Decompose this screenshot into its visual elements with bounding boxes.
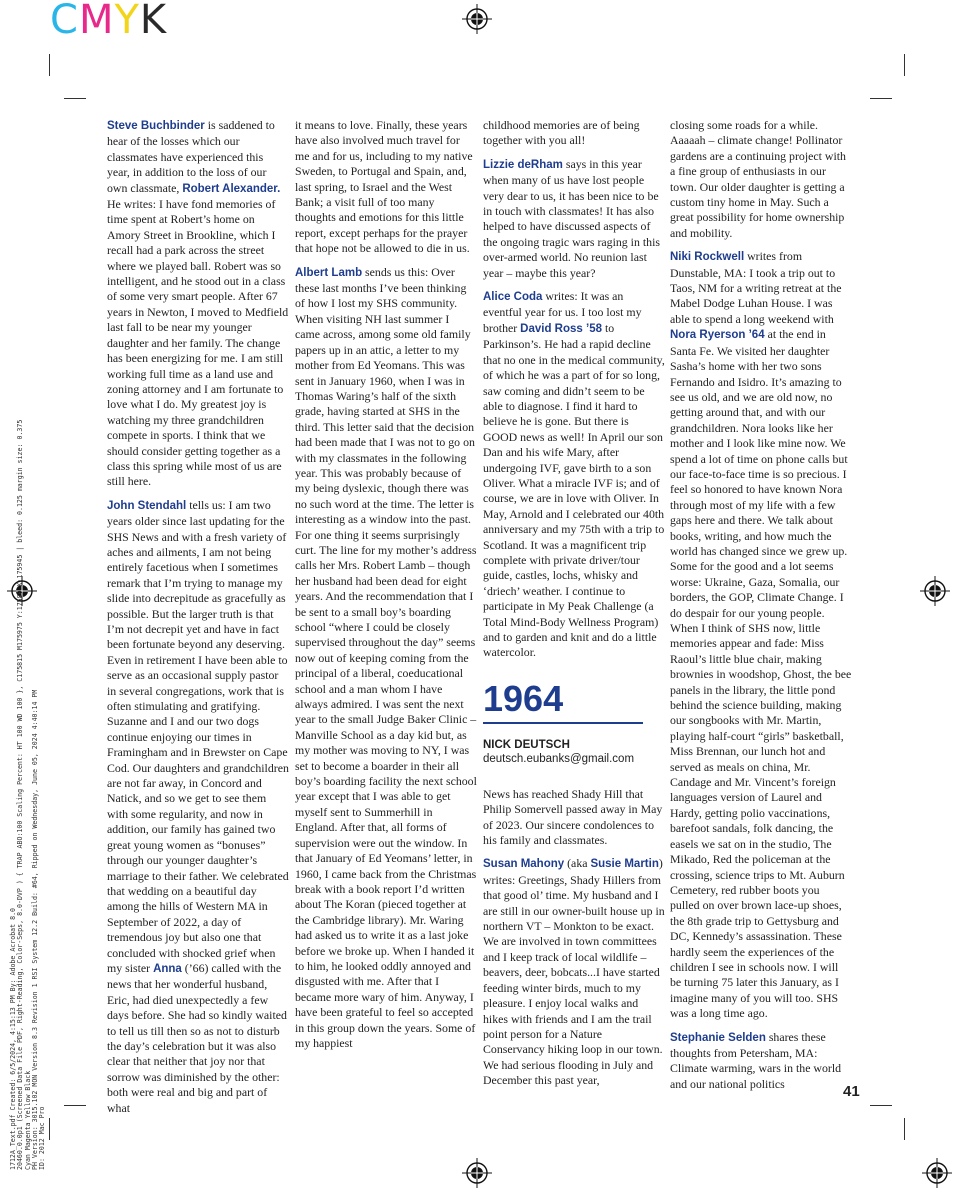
note-text: childhood memories are of being together with you all! [483, 118, 640, 148]
note-text: (’66) called with the news that her wonderful husband, Eric, had died unexpectedly a few days before. She had so kindly waited to tell us till then so as not to disturb the day’s celebration but it was also clear that neither that joy nor that sorrow was diminished by the other: both were real and big and part of what [107, 960, 287, 1115]
note-text: is saddened to hear of the losses which our classmates have experienced this year, in addition to the loss of our own classmate, [107, 118, 275, 195]
note-text: closing some roads for a while. Aaaaah – climate change! Pollinator gardens are a continuing project with a fine group of enthusiasts in our town. Our older daughter is getting a custom tiny home in May. Such a great possibility for home ownership and mobility. [670, 118, 846, 240]
slug-line: Cyan Magenta Yellow Black [23, 1070, 32, 1170]
classmate-name: Susan Mahony [483, 858, 565, 871]
note-text: tells us: I am two years older since last updating for the SHS News and with a fresh variety of aches and ailments, I am not being entirely facetious when I sometimes remark that I’m trying to manage my slide into decrepitude as gracefully as possible. But the larger truth is that I’m not decrepit yet and have in fact been fortunate beyond any deserving. Even in retirement I have been able to serve as an occasional supply pastor in several congregations, work that is often stimulating and gratifying. Suzanne and I and our two dogs continue enjoying our times in Framingham and in Brewster on Cape Cod. Our daughters and grandchildren are not far away, in Concord and Natick, and so we get to see them with some regularity, and now in addition, our family has gained two great young women as “bonuses” through our younger daughter’s marriage to their father. We celebrated that wedding on a beautiful day among the hills of Western MA in September of 2022, a day of tremendous joy but also one that concluded with shocked grief when my sister [107, 497, 289, 975]
note-text: says in this year when many of us have lost people very dear to us, it has been nice to be in touch with classmates! It has also helped to have discussed aspects of the ongoing tragic wars raging in this over-armed world. No reunion last year – maybe this year? [483, 156, 660, 280]
classmate-name: John Stendahl [107, 499, 187, 512]
crop-mark [904, 54, 905, 76]
classmate-name: Robert Alexander. [182, 182, 281, 195]
classmate-name: David Ross ’58 [520, 322, 602, 335]
class-note [483, 289, 665, 661]
crop-mark [870, 1105, 892, 1106]
class-note [483, 157, 665, 281]
crop-mark [64, 98, 86, 99]
classmate-name: Lizzie deRham [483, 158, 563, 171]
cmyk-letter-y: Y [114, 0, 140, 43]
note-text: it means to love. Finally, these years have also involved much travel for me and for us, including to my native Sweden, to Portugal and Spain, and, last spring, to Israel and the West Bank; a visit full of too many thoughts and emotions for this little report, except perhaps for the prayer that hope not be allowed to die in us. [295, 118, 473, 256]
crop-mark [904, 1118, 905, 1140]
crop-mark [49, 54, 50, 76]
text-column-4 [670, 118, 852, 1100]
slug-line: ID: 2012 Mac Pro [38, 1106, 47, 1170]
classmate-name: Steve Buchbinder [107, 120, 205, 132]
cmyk-letter-m: M [78, 0, 115, 43]
note-text: at the end in Santa Fe. We visited her daughter Sasha’s home with her two sons Fernando and Isidro. It’s amazing to see us old, and we are old now, no getting around that, and with our grandchildren. Nora looks like her mother and I look like mine now. We spend a lot of time on phone calls but our face-to-face time is so precious. I feel so honored to have known Nora through most of my life with a few gaps here and there. We talk about books, writing, and how much the world has changed since we grew up. Some for the good and a lot seems worse: Ukraine, Gaza, Somalia, our borders, the GOP, Climate Change. I do despair for our young people. When I think of SHS now, little memories appear and fade: Miss Raoul’s little blue chair, making brownies in woodshop, Ghost, the bee panels in the library, the little pond behind the science building, making our songbooks with Mr. Martin, playing half-court “girls” basketball, Miss Brennan, our lunch hot and served as meals on china, Mr. Candage and Mr. Vincent’s foreign languages version of Laurel and Hardy, getting polio vaccinations, barefoot sandals, folk dancing, the easels we sat on in the studio, The Mikado, Red the policeman at the crossing, science trips to Mt. Auburn Cemetery, red rubber boots you pulled on over brown lace-up shoes, the 8th grade trip to Gettysburg and DC, Kennedy’s assassination. These hardly seem the experiences of the children I see in schools now. I will be turning 75 later this January, as I imagine many of you will too. SHS was a long time ago. [670, 327, 852, 1021]
class-note [670, 249, 852, 1021]
class-year-heading: 1964 [483, 677, 564, 719]
class-note [295, 118, 477, 257]
note-text: ) writes: Greetings, Shady Hillers from that good ol’ time. My husband and I are still in our owner-built house up in northern VT – Monkton to be exact. We are involved in town committees and I keep track of local wildlife – beavers, deer, bobcats...I have started feeding winter birds, much to my pleasure. I enjoy local walks and hikes with friends and I am the trail point person for a Nature Conservancy hiking loop in our town. We had serious flooding in July and December this past year, [483, 856, 665, 1088]
registration-mark-icon [920, 576, 950, 606]
note-text: sends us this: Over these last months I’ve been thinking of how I lost my SHS community. When visiting NH last summer I came across, among some old family papers up in an attic, a letter to my mother from Ed Yeomans. This was sent in January 1960, when I was in Thomas Waring’s half of the sixth grade, having started at SHS in the third. This letter said that the decision had been made that I was not to go on with my classmates in the following year. This was probably because of my being dyslexic, though there was no such word at the time. The letter is interesting as a window into the past. For one thing it seems surprisingly curt. The line for my mother’s address calls her Mrs. Robert Lamb – though her husband had been dead for eight years. And the recommendation that I be sent to a small boy’s boarding school “where I could be closely supervised throughout the day” seems now out of keeping coming from the principal of a liberal, coeducational school and a man whom I have always admired. I was sent the next year to the small Judge Baker Clinic – Manville School as a day kid but, as my mother was moving to NY, I was set to become a boarder in their all boy’s boarding facility the next school year except that I was able to get myself sent to Summerhill in England. After that, all forms of supervision were out the window. In that January of Ed Yeomans’ letter, in 1960, I came back from the Christmas break with a book report I’d written about The Koran (pieced together at the Cambridge library). Mr. Waring had asked us to write it as a last joke before we broke up. When I handed it to him, he looked oddly annoyed and disgusted with me. After that I became more wary of him. Anyway, I have been grateful to feel so accepted in this group down the years. Some of my happiest [295, 264, 477, 1050]
classmate-name: Alice Coda [483, 291, 543, 304]
printer-slug [0, 0, 47, 1192]
class-note [107, 498, 289, 1116]
page-number: 41 [843, 1083, 860, 1100]
class-note [295, 265, 477, 1052]
class-note [670, 1030, 852, 1093]
classmate-name: Nora Ryerson ’64 [670, 329, 765, 342]
note-text: shares these thoughts from Petersham, MA: Climate warming, wars in the world and our national politics [670, 1029, 842, 1091]
crop-mark [64, 1105, 86, 1106]
correspondent-name: NICK DEUTSCH [483, 738, 570, 751]
slug-line: 20460.0.0p1 (Screened Data File PDF, Right-Reading, Color-Seps, 8.0-DVP ) { TRAP ABO:100 Scaling Percent: HT 100 WD 100 }, C175815 M175975 Y:17580 K:175945 | bleed: 0.125 margin size: 0.375 [16, 419, 25, 1170]
cmyk-letter-k: K [139, 0, 168, 43]
crop-mark [870, 98, 892, 99]
text-column-3 [483, 118, 665, 1097]
cmyk-letter-c: C [50, 0, 79, 43]
section-rule [483, 722, 643, 724]
note-text: He writes: I have fond memories of time spent at Robert’s home on Amory Street in Brookline, which I recall had a park across the street where we played ball. Robert was so intelligent, and he stood out in a class of some very smart people. After 67 years in Newton, I moved to Medfield last fall to be near my younger daughter and her family. The change has been energizing for me. I am still working full time as a land use and zoning attorney and I am fortunate to love what I do. My greatest joy is watching my three grandchildren compete in sports. I think that we should consider getting together as a class this spring while most of us are still here. [107, 197, 289, 489]
registration-mark-icon [922, 1158, 952, 1188]
class-note [107, 118, 289, 490]
crop-mark [49, 1118, 50, 1140]
classmate-name: Albert Lamb [295, 266, 363, 279]
note-text: (aka [564, 856, 591, 871]
note-text: writes: It was an eventful year for us. I too lost my brother [483, 289, 642, 335]
registration-mark-icon [462, 1158, 492, 1188]
note-text: to Parkinson’s. He had a rapid decline that no one in the medical community, of which he was a part of for so long, saw coming and didn’t seem to be able to diagnose. I find it hard to believe he is gone. But there is GOOD news as well! In April our son Dan and his wife Mary, after undergoing IVF, gave birth to a son Oliver. What a miracle IVF is; and of course, we are in love with Oliver. In May, Arnold and I celebrated our 40th anniversary and my 75th with a trip to Scotland. It was a magnificent trip complete with private driver/tour guide, castles, lochs, whisky and ‘driech’ weather. I continue to participate in My Peak Challenge (a Total Mind-Body Wellness Program) and to garden and knit and do a little watercolor. [483, 320, 665, 660]
class-note [483, 118, 665, 149]
class-note [670, 118, 852, 241]
note-text: writes from Dunstable, MA: I took a trip out to Taos, NM for a writing retreat at the Mabel Dodge Luhan House. I was able to spend a long weekend with [670, 249, 842, 326]
printer-slug-text [10, 420, 46, 1170]
class-note [483, 787, 665, 849]
slug-line: 1712A_Text.pdf Created: 6/5/2024, 4:15:13 PM By: Adobe Acrobat 8.0 [9, 907, 17, 1170]
classmate-name: Susie Martin [590, 858, 659, 871]
cmyk-color-bar [50, 0, 167, 44]
note-text: News has reached Shady Hill that Philip Somervell passed away in May of 2023. Our sincere condolences to his family and classmates. [483, 786, 663, 848]
classmate-name: Anna [153, 962, 182, 975]
classmate-name: Niki Rockwell [670, 251, 745, 264]
slug-line: PH Version: 3015.102 MON Version 8.3 Revision 1 RSI System 12.2 Build: #64, Ripped on Wednesday, June 05, 2024 4:40:14 PM [30, 689, 39, 1170]
correspondent-email[interactable]: deutsch.eubanks@gmail.com [483, 752, 635, 765]
text-column-2 [295, 118, 477, 1059]
classmate-name: Stephanie Selden [670, 1031, 766, 1044]
text-column-1 [107, 118, 289, 1124]
class-note [483, 856, 665, 1088]
registration-mark-icon [462, 4, 492, 34]
